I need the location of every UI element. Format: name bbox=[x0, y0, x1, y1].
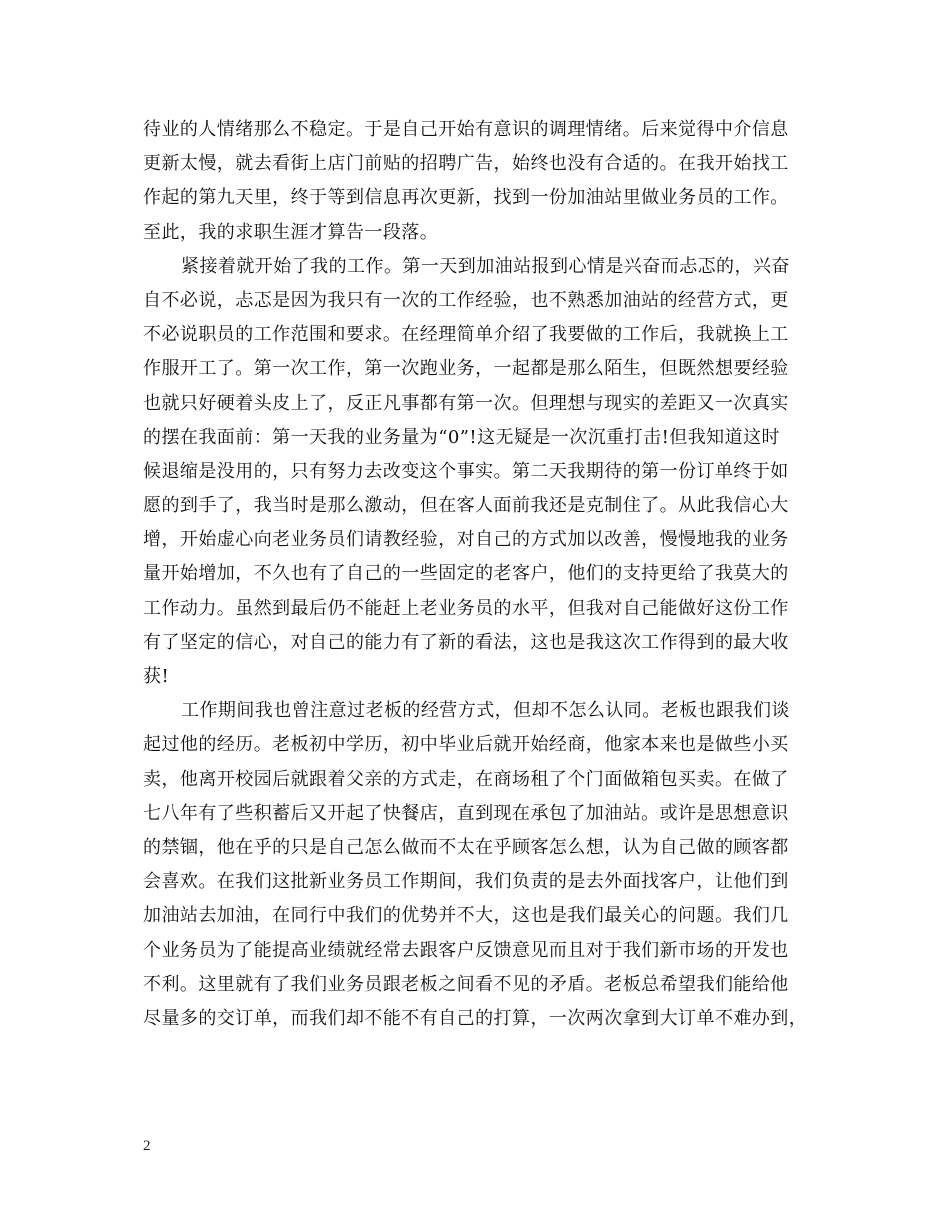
document-body bbox=[143, 113, 823, 1036]
text-line: 至此，我的求职生涯才算告一段落。 bbox=[143, 221, 439, 243]
text-line: 工作动力。虽然到最后仍不能赶上老业务员的水平，但我对自己能做好这份工作 bbox=[143, 597, 789, 619]
text-line: 七八年有了些积蓄后又开起了快餐店，直到现在承包了加油站。或许是思想意识 bbox=[143, 802, 789, 824]
text-line: 加油站去加油，在同行中我们的优势并不大，这也是我们最关心的问题。我们几 bbox=[143, 905, 789, 927]
text-line: 增，开始虚心向老业务员们请教经验，对自己的方式加以改善，慢慢地我的业务 bbox=[143, 529, 789, 551]
text-line: 的摆在我面前：第一天我的业务量为“0”!这无疑是一次沉重打击!但我知道这时 bbox=[143, 426, 780, 448]
text-line: 获! bbox=[143, 666, 170, 687]
text-line: 个业务员为了能提高业绩就经常去跟客户反馈意见而且对于我们新市场的开发也 bbox=[143, 939, 789, 961]
text-line: 作起的第九天里，终于等到信息再次更新，找到一份加油站里做业务员的工作。 bbox=[143, 187, 789, 209]
text-line: 更新太慢，就去看街上店门前贴的招聘广告，始终也没有合适的。在我开始找工 bbox=[143, 153, 789, 175]
text-line: 卖，他离开校园后就跟着父亲的方式走，在商场租了个门面做箱包买卖。在做了 bbox=[143, 768, 789, 790]
text-line: 会喜欢。在我们这批新业务员工作期间，我们负责的是去外面找客户，让他们到 bbox=[143, 871, 789, 893]
text-line: 也就只好硬着头皮上了，反正凡事都有第一次。但理想与现实的差距又一次真实 bbox=[143, 392, 789, 414]
text-line: 尽量多的交订单，而我们却不能不有自己的打算，一次两次拿到大订单不难办到， bbox=[143, 1007, 808, 1029]
text-line: 有了坚定的信心，对自己的能力有了新的看法，这也是我这次工作得到的最大收 bbox=[143, 631, 789, 653]
page-number: 2 bbox=[143, 1138, 151, 1154]
text-line: 起过他的经历。老板初中学历，初中毕业后就开始经商，他家本来也是做些小买 bbox=[143, 734, 789, 756]
text-line: 量开始增加，不久也有了自己的一些固定的老客户，他们的支持更给了我莫大的 bbox=[143, 563, 789, 585]
text-line: 工作期间我也曾注意过老板的经营方式，但却不怎么认同。老板也跟我们谈 bbox=[181, 700, 790, 722]
text-line: 愿的到手了，我当时是那么激动，但在客人面前我还是克制住了。从此我信心大 bbox=[143, 495, 789, 517]
text-line: 不必说职员的工作范围和要求。在经理简单介绍了我要做的工作后，我就换上工 bbox=[143, 324, 789, 346]
text-line: 不利。这里就有了我们业务员跟老板之间看不见的矛盾。老板总希望我们能给他 bbox=[143, 973, 789, 995]
text-line: 待业的人情绪那么不稳定。于是自己开始有意识的调理情绪。后来觉得中介信息 bbox=[143, 119, 789, 140]
text-line: 候退缩是没用的，只有努力去改变这个事实。第二天我期待的第一份订单终于如 bbox=[143, 460, 789, 482]
text-line: 紧接着就开始了我的工作。第一天到加油站报到心情是兴奋而忐忑的，兴奋 bbox=[181, 255, 790, 277]
text-line: 作服开工了。第一次工作，第一次跑业务，一起都是那么陌生，但既然想要经验 bbox=[143, 358, 789, 380]
text-line: 的禁锢，他在乎的只是自己怎么做而不太在乎顾客怎么想，认为自己做的顾客都 bbox=[143, 836, 789, 858]
text-line: 自不必说，忐忑是因为我只有一次的工作经验，也不熟悉加油站的经营方式，更 bbox=[143, 289, 789, 311]
